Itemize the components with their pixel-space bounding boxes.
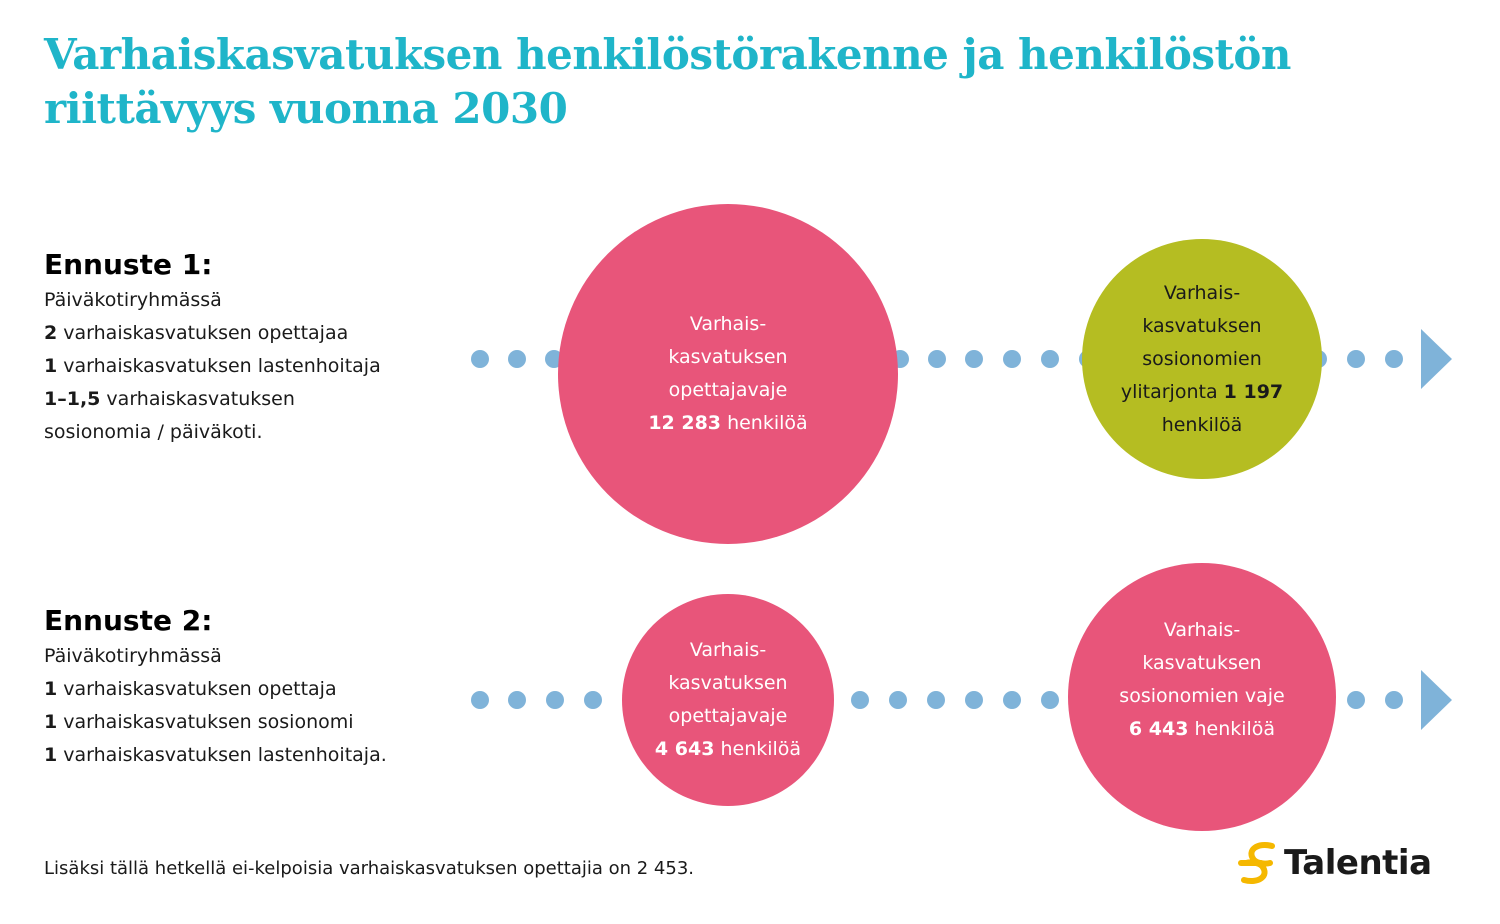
bubble-unit: henkilöä [1161, 413, 1243, 436]
bubble-line: kasvatuksen [1142, 652, 1262, 674]
bubble-2a-label [628, 610, 828, 790]
bubble-unit: henkilöä [721, 412, 808, 434]
bubble-value: 6 443 [1128, 718, 1189, 740]
bubble-line: kasvatuksen [668, 672, 788, 694]
bubble-value: 1 197 [1223, 380, 1284, 403]
bubble-value: 4 643 [654, 738, 715, 760]
bubble-2b-label [1082, 590, 1322, 770]
bubble-unit: henkilöä [1188, 718, 1276, 740]
item-count: 1 [44, 711, 58, 733]
bubble-line: sosionomien [1142, 347, 1262, 370]
forecast-1-heading: Ennuste 1: [44, 248, 213, 281]
item-text: varhaiskasvatuksen sosionomi [57, 711, 354, 733]
title-line-1: Varhaiskasvatuksen henkilöstörakenne ja henkilöstön [44, 30, 1291, 79]
bubble-line: sosionomien vaje [1119, 685, 1285, 707]
bubble-value-line [1129, 713, 1275, 746]
arrow-head-icon [1421, 670, 1452, 730]
item-count: 2 [44, 322, 58, 344]
item-text: varhaiskasvatuksen opettaja [57, 678, 337, 700]
bubble-1b-label [1092, 254, 1312, 464]
bubble-prefix: ylitarjonta [1120, 380, 1224, 403]
bubble-line: Varhais- [689, 313, 767, 335]
bubble-line: Varhais- [1163, 619, 1241, 641]
item-text: varhaiskasvatuksen lastenhoitaja [57, 355, 381, 377]
bubble-line: Varhais- [689, 639, 767, 661]
item-count: 1–1,5 [44, 388, 101, 410]
bubble-line: kasvatuksen [1142, 314, 1262, 337]
talentia-logo-icon [1236, 838, 1280, 888]
footnote: Lisäksi tällä hetkellä ei-kelpoisia varhaiskasvatuksen opettajia on 2 453. [44, 858, 695, 879]
title-line-2: riittävyys vuonna 2030 [44, 84, 568, 133]
item-count: 1 [44, 744, 58, 766]
bubble-value-line [648, 407, 807, 440]
talentia-logo [1236, 838, 1432, 888]
item-text: varhaiskasvatuksen opettajaa [57, 322, 349, 344]
bubble-line: opettajavaje [668, 705, 788, 727]
bubble-line: opettajavaje [668, 379, 788, 401]
bubble-value-line [1121, 376, 1283, 409]
bubble-1a-label [578, 224, 878, 524]
bubble-value-line [655, 733, 801, 766]
forecast-2-heading: Ennuste 2: [44, 604, 213, 637]
forecast-2-intro: Päiväkotiryhmässä [44, 645, 222, 667]
item-count: 1 [44, 678, 58, 700]
item-text: varhaiskasvatuksen [100, 388, 295, 410]
logo-text: Talentia [1284, 843, 1432, 883]
bubble-line: Varhais- [1163, 281, 1241, 304]
item-text-continued: sosionomia / päiväkoti. [44, 421, 263, 443]
bubble-line: kasvatuksen [668, 346, 788, 368]
bubble-unit: henkilöä [714, 738, 802, 760]
item-count: 1 [44, 355, 58, 377]
bubble-value: 12 283 [648, 412, 722, 434]
item-text: varhaiskasvatuksen lastenhoitaja. [57, 744, 387, 766]
arrow-head-icon [1421, 329, 1452, 389]
forecast-1-intro: Päiväkotiryhmässä [44, 289, 222, 311]
